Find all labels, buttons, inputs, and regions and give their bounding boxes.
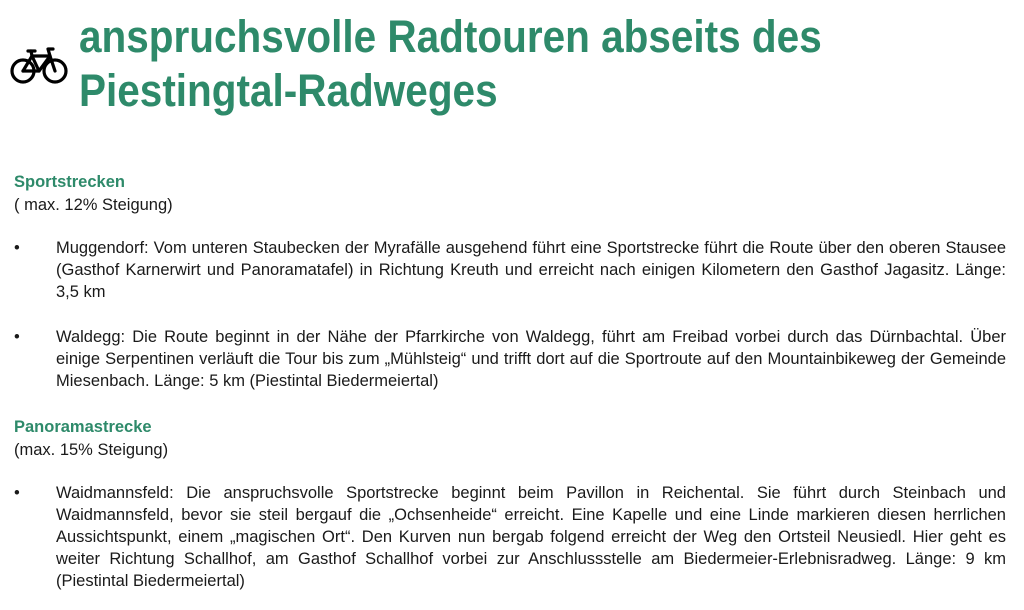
route-text: Die Route beginnt in der Nähe der Pfarrkirche von Waldegg, führt am Freibad vorbei durch das Dürnbachtal. Über einige Serpentinen verläuft die Tour bis zum „Mühlsteig“ und trifft dort auf die Sportroute auf den Mountainbikeweg der Gemeinde Miesenbach. Länge: 5 km (Piestintal Biedermeiertal) bbox=[56, 328, 1006, 390]
section-note-sportstrecken: ( max. 12% Steigung) bbox=[14, 196, 173, 214]
page-title bbox=[79, 10, 916, 118]
route-description bbox=[56, 482, 1006, 592]
list-item-muggendorf bbox=[14, 237, 1006, 303]
route-description bbox=[56, 237, 1006, 303]
bullet: • bbox=[14, 239, 20, 257]
route-name: Muggendorf: bbox=[56, 239, 149, 257]
route-text: Die anspruchsvolle Sportstrecke beginnt beim Pavillon in Reichental. Sie führt durch Steinbach und Waidmannsfeld, bevor sie steil bergauf die „Ochsenheide“ erreicht. Eine Kapelle und eine Linde markieren diesen herrlichen Aussichtspunkt, einem „magischen Ort“. Den Kurven nun bergab folgend erreicht der Weg den Ortsteil Neusiedl. Hier geht es weiter Richtung Schallhof, am Gasthof Schallhof vorbei zur Anschlussstelle am Biedermeier-Erlebnisradweg. Länge: 9 km (Piestintal Biedermeiertal) bbox=[56, 484, 1006, 590]
title-line-1: anspruchsvolle Radtouren abseits des bbox=[79, 11, 822, 62]
section-heading-panoramastrecke: Panoramastrecke bbox=[14, 418, 152, 436]
list-item-waidmannsfeld bbox=[14, 482, 1006, 592]
route-text: Vom unteren Staubecken der Myrafälle ausgehend führt eine Sportstrecke führt die Route über den oberen Stausee (Gasthof Karnerwirt und Panoramatafel) in Richtung Kreuth und erreicht nach einigen Kilometern den Gasthof Jagasitz. Länge: 3,5 km bbox=[56, 239, 1006, 301]
bullet: • bbox=[14, 328, 20, 346]
title-line-2: Piestingtal-Radweges bbox=[79, 65, 498, 116]
bullet: • bbox=[14, 484, 20, 502]
list-item-waldegg bbox=[14, 326, 1006, 392]
route-description bbox=[56, 326, 1006, 392]
route-name: Waidmannsfeld: bbox=[56, 484, 174, 502]
section-heading-sportstrecken: Sportstrecken bbox=[14, 173, 125, 191]
route-name: Waldegg: bbox=[56, 328, 126, 346]
section-note-panoramastrecke: (max. 15% Steigung) bbox=[14, 441, 169, 459]
bicycle-icon bbox=[8, 44, 70, 86]
